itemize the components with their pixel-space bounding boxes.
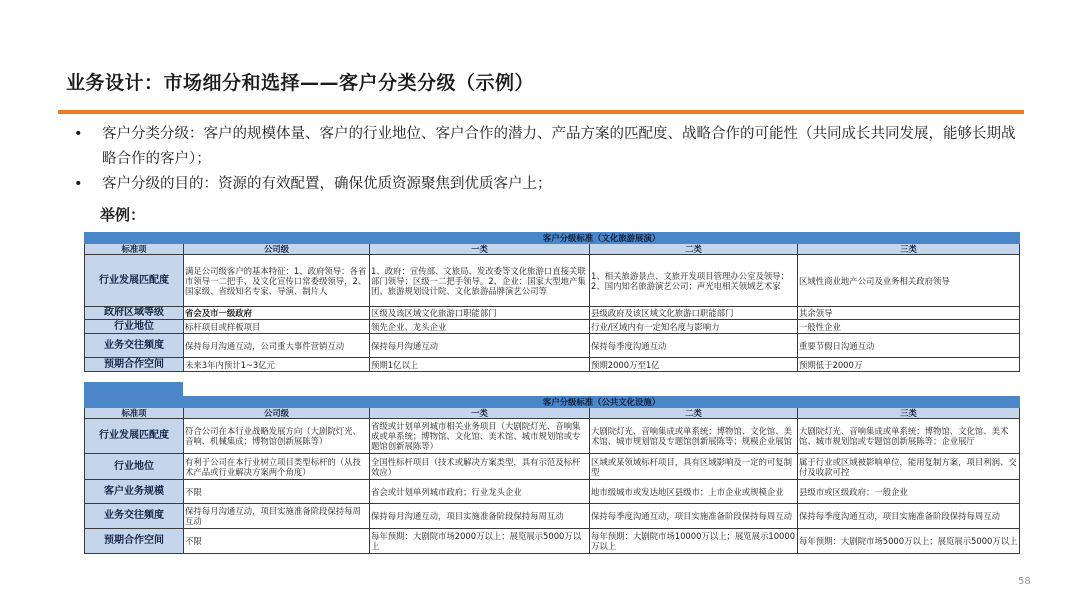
table-row (85, 419, 1020, 454)
table-row (85, 334, 1020, 358)
bullet-mark: • (74, 176, 83, 192)
column-header: 标准项 (85, 408, 184, 419)
table-header-row (85, 408, 1020, 419)
row-header: 行业地位 (85, 320, 184, 334)
classification-table-public-culture (84, 396, 1020, 554)
table-cell: 满足公司级客户的基本特征：1、政府领导：各省市领导一二把手、及文化宣传口常委级领导，2、国家级、省级知名专家、导演、制片人 (184, 255, 370, 307)
table-row (85, 320, 1020, 334)
classification-table-culture-tourism (84, 232, 1020, 372)
page-title: 业务设计：市场细分和选择——客户分类分级（示例） (66, 72, 535, 94)
table-cell: 保持每季度沟通互动，项目实施准备阶段保持每周互动 (590, 504, 798, 529)
table-caption: 客户分级标准（文化旅游展演） (184, 233, 1020, 244)
table-cell: 预期低于2000万 (798, 358, 1020, 372)
table-cell: 每年预期：大剧院市场10000万以上；展览展示10000万以上 (590, 529, 798, 554)
table-cell: 省会或计划单列城市政府；行业龙头企业 (370, 480, 590, 504)
table-cell: 符合公司在本行业战略发展方向（大剧院灯光、音响、机械集成；博物馆创新展陈等） (184, 419, 370, 454)
table-cell: 大剧院灯光、音响集成或单系统；博物馆、文化馆、美术馆、城市规划馆及专题馆创新展陈等；规模企业展馆 (590, 419, 798, 454)
column-header: 二类 (590, 408, 798, 419)
table-caption-row (85, 233, 1020, 244)
table-cell: 县级政府及该区域文化旅游口职能部门 (590, 307, 798, 320)
table-cell: 1、政府：宣传部、文旅局、发改委等文化旅游口直接关联部门领导；区级一二把手领导。2、企业：国家大型地产集团、旅游规划设计院、文化旅游品牌演艺公司等 (370, 255, 590, 307)
bullet-item (74, 172, 1024, 197)
row-header: 行业地位 (85, 454, 184, 480)
table-cell: 保持每月沟通互动，项目实施准备阶段保持每周互动 (370, 504, 590, 529)
table-cell: 未来3年内预计1~3亿元 (184, 358, 370, 372)
table-cell: 每年预期：大剧院市场2000万以上；展览展示5000万以上 (370, 529, 590, 554)
row-header: 业务交往频度 (85, 504, 184, 529)
table-row (85, 255, 1020, 307)
table-row (85, 358, 1020, 372)
table-caption-row (85, 397, 1020, 408)
column-header: 三类 (798, 408, 1020, 419)
bullet-mark: • (74, 126, 83, 142)
table-row (85, 480, 1020, 504)
table-cell: 预期1亿以上 (370, 358, 590, 372)
table-cell: 大剧院灯光、音响集成或单系统；博物馆、文化馆、美术馆、城市规划馆或专题馆创新展陈等；企业展厅 (798, 419, 1020, 454)
column-header: 标准项 (85, 244, 184, 255)
row-header: 客户业务规模 (85, 480, 184, 504)
table-cell: 全国性标杆项目（技术或解决方案类型，具有示范及标杆效应） (370, 454, 590, 480)
table-cell: 保持每月沟通互动，项目实施准备阶段保持每周互动 (184, 504, 370, 529)
table-cell: 省级或计划单列城市相关业务项目（大剧院灯光、音响集成或单系统；博物馆、文化馆、美术馆、城市规划馆或专题馆创新展陈等） (370, 419, 590, 454)
table-cell: 区域性商业地产公司及业务相关政府领导 (798, 255, 1020, 307)
bullet-list (74, 122, 1024, 197)
table-cell: 保持每月沟通互动，公司重大事件营销互动 (184, 334, 370, 358)
table-cell: 其余领导 (798, 307, 1020, 320)
table-cell: 行业/区域内有一定知名度与影响力 (590, 320, 798, 334)
row-header: 预期合作空间 (85, 529, 184, 554)
table-cell: 保持每季度沟通互动，项目实施准备阶段保持每周互动 (798, 504, 1020, 529)
page-number: 58 (1018, 576, 1031, 587)
table-row (85, 504, 1020, 529)
example-label: 举例： (100, 206, 146, 224)
table-cell: 县级市或区级政府；一般企业 (798, 480, 1020, 504)
table-cell: 地市级城市或发达地区县级市；上市企业或规模企业 (590, 480, 798, 504)
title-underline-bar (58, 110, 1024, 114)
table-row (85, 529, 1020, 554)
table-cell: 重要节假日沟通互动 (798, 334, 1020, 358)
column-header: 一类 (370, 244, 590, 255)
table-cell: 不限 (184, 480, 370, 504)
column-header: 公司级 (184, 408, 370, 419)
row-header: 行业发展匹配度 (85, 255, 184, 307)
bullet-text: 客户分类分级：客户的规模体量、客户的行业地位、客户合作的潜力、产品方案的匹配度、战略合作的可能性（共同成长共同发展，能够长期战略合作的客户）； (102, 126, 1016, 167)
table-cell: 保持每月沟通互动 (370, 334, 590, 358)
table-cell: 不限 (184, 529, 370, 554)
column-header: 二类 (590, 244, 798, 255)
bullet-item (74, 122, 1024, 172)
table-row (85, 454, 1020, 480)
table-cell: 领先企业、龙头企业 (370, 320, 590, 334)
table-cell: 每年预期：大剧院市场5000万以上；展览展示5000万以上 (798, 529, 1020, 554)
table-cell: 1、相关旅游景点、文旅开发项目管理办公室及领导；2、国内知名旅游演艺公司；声光电相关领域艺术家 (590, 255, 798, 307)
row-header: 业务交往频度 (85, 334, 184, 358)
row-header: 行业发展匹配度 (85, 419, 184, 454)
table-cell: 属于行业或区域被影响单位，能用复制方案，项目利润、交付及收款可控 (798, 454, 1020, 480)
table-caption: 客户分级标准（公共文化设施） (184, 397, 1020, 408)
table-cell: 保持每季度沟通互动 (590, 334, 798, 358)
table-cell: 有利于公司在本行业树立项目类型标杆的（从技术产品或行业解决方案两个角度） (184, 454, 370, 480)
table-cell: 标杆项目或样板项目 (184, 320, 370, 334)
row-header: 政府区域等级 (85, 307, 184, 320)
row-header: 预期合作空间 (85, 358, 184, 372)
column-header: 三类 (798, 244, 1020, 255)
table-row (85, 307, 1020, 320)
table-header-row (85, 244, 1020, 255)
table-cell: 预期2000万至1亿 (590, 358, 798, 372)
column-header: 一类 (370, 408, 590, 419)
table-cell: 区域或某领域标杆项目，具有区域影响及一定的可复制型 (590, 454, 798, 480)
table-cell: 省会及市一级政府 (184, 307, 370, 320)
table-cell: 区级及该区域文化旅游口职能部门 (370, 307, 590, 320)
table-cell: 一般性企业 (798, 320, 1020, 334)
bullet-text: 客户分级的目的：资源的有效配置，确保优质资源聚焦到优质客户上； (102, 176, 552, 192)
column-header: 公司级 (184, 244, 370, 255)
